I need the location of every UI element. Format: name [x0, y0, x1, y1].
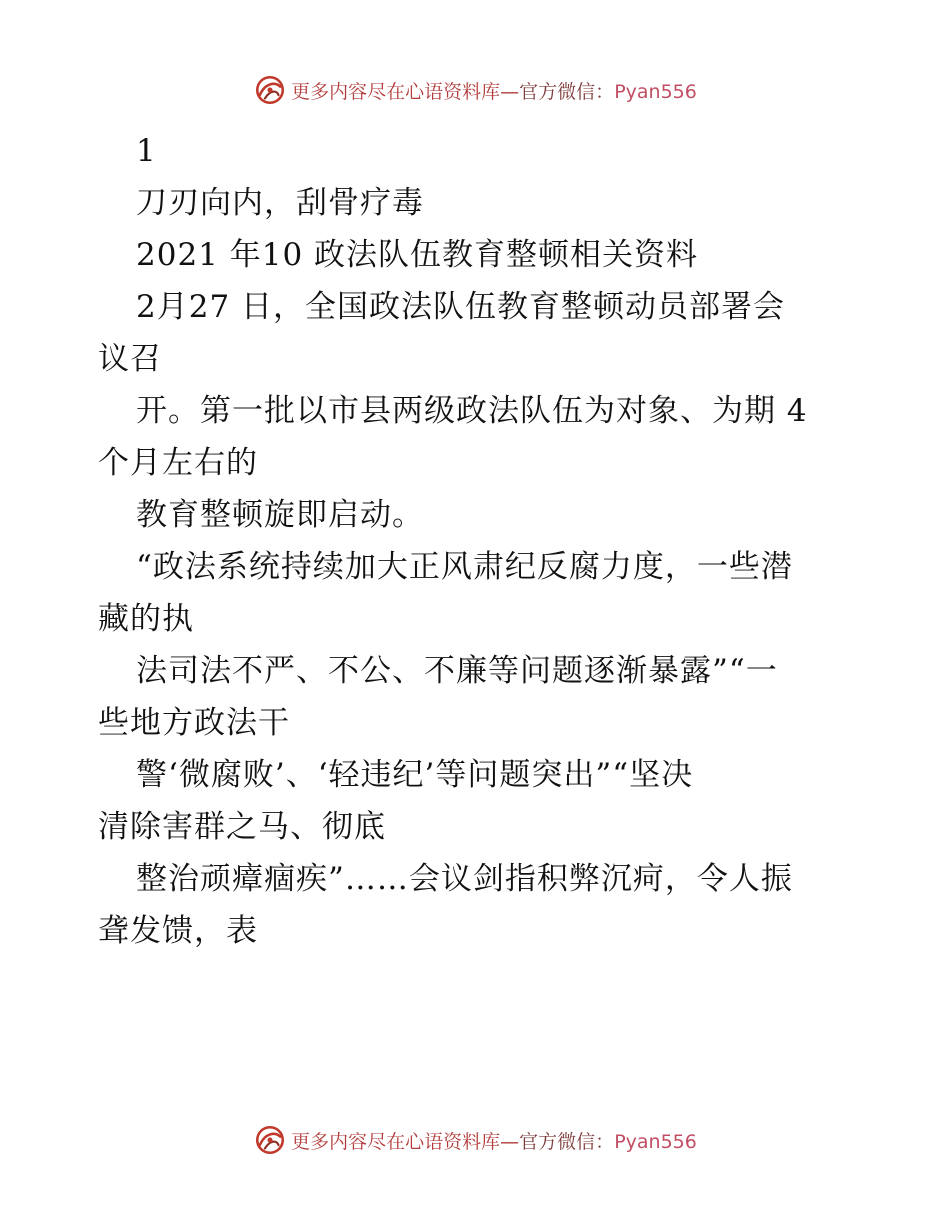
watermark-site-text: 更多内容尽在心语资料库	[291, 1130, 501, 1153]
red-swirl-logo-icon	[253, 1123, 287, 1157]
body-line: 整治顽瘴痼疾”……会议剑指积弊沉疴，令人振	[136, 861, 793, 897]
page-number: 1	[136, 133, 157, 169]
body-line: “政法系统持续加大正风肃纪反腐力度，一些潜	[136, 549, 793, 585]
body-line: 法司法不严、不公、不廉等问题逐渐暴露”“一	[136, 653, 778, 689]
watermark-dash: —	[500, 1130, 520, 1153]
body-line: 议召	[98, 341, 162, 377]
body-line: 聋发馈，表	[98, 913, 258, 949]
watermark-wechat-label: 官方微信：	[519, 80, 615, 103]
document-title: 刀刃向内，刮骨疗毒	[136, 185, 424, 221]
document-subtitle: 2021 年10 政法队伍教育整顿相关资料	[136, 237, 699, 273]
body-line: 警‘微腐败’、‘轻违纪’等问题突出”“坚决	[136, 757, 694, 793]
body-line: 教育整顿旋即启动。	[136, 497, 424, 533]
document-body	[98, 125, 858, 957]
footer-watermark	[0, 1120, 950, 1160]
body-line: 2月27 日，全国政法队伍教育整顿动员部署会	[136, 289, 786, 325]
watermark-wechat-id: Pyan556	[614, 80, 697, 103]
body-line: 个月左右的	[98, 445, 258, 481]
header-watermark	[0, 70, 950, 110]
watermark-dash: —	[500, 80, 520, 103]
body-line: 些地方政法干	[98, 705, 290, 741]
watermark-site-text: 更多内容尽在心语资料库	[291, 80, 501, 103]
body-line: 开。第一批以市县两级政法队伍为对象、为期 4	[136, 393, 808, 429]
body-line: 藏的执	[98, 601, 194, 637]
watermark-wechat-label: 官方微信：	[519, 1130, 615, 1153]
red-swirl-logo-icon	[253, 73, 287, 107]
watermark-wechat-id: Pyan556	[614, 1130, 697, 1153]
body-line: 清除害群之马、彻底	[98, 809, 386, 845]
